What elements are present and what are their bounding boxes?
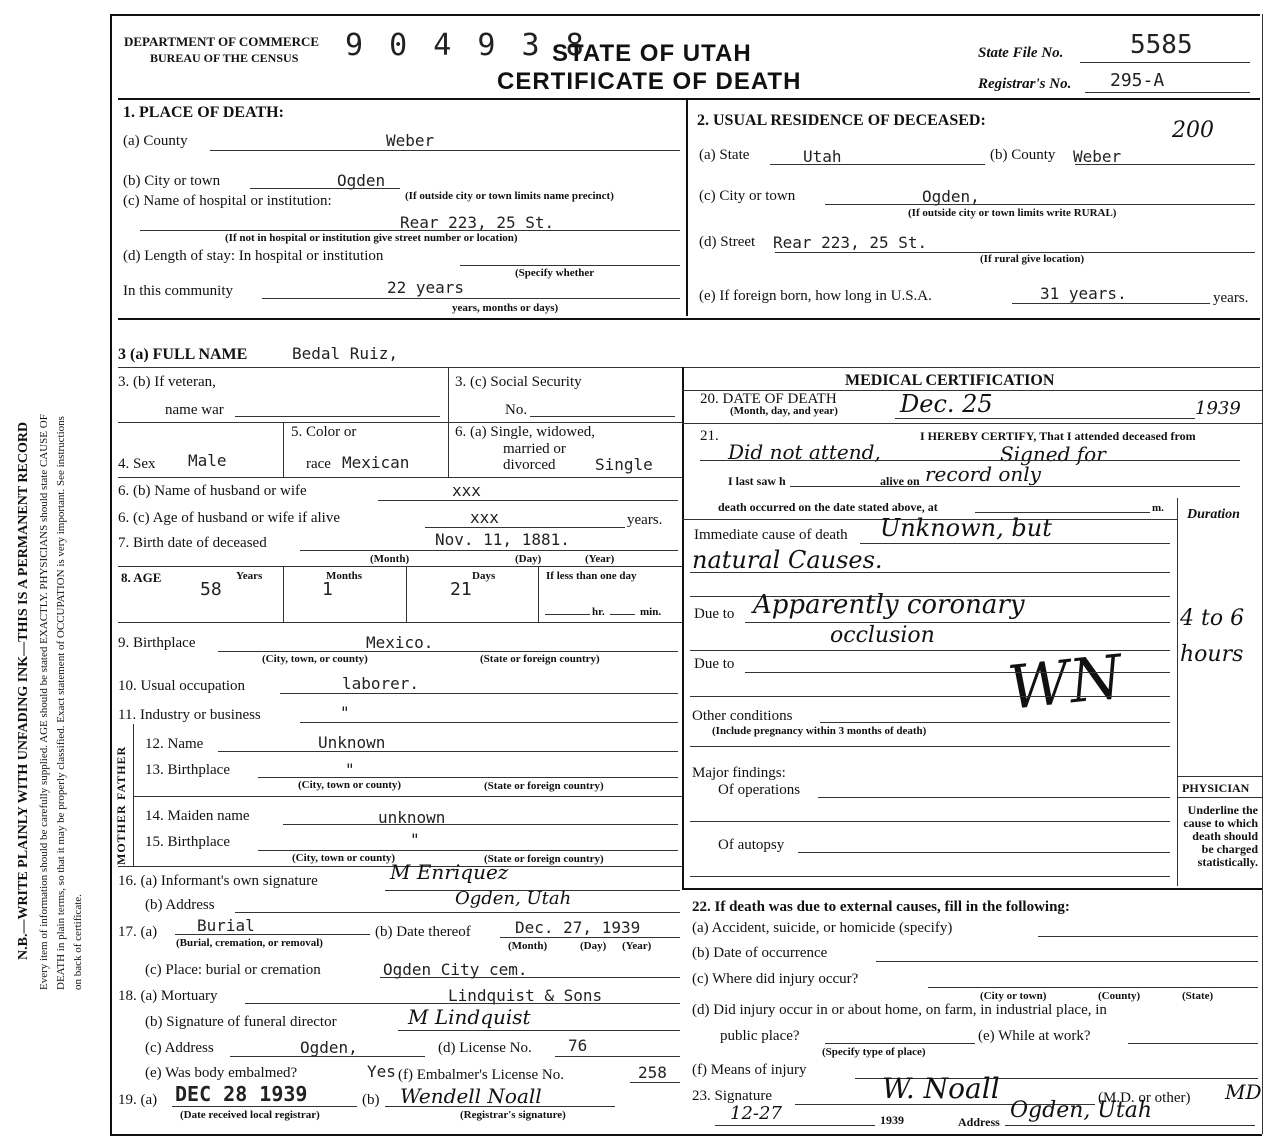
spouse-value: xxx — [452, 481, 481, 500]
race-label: race — [306, 456, 331, 472]
spouse-age-value: xxx — [470, 508, 499, 527]
res-state-value: Utah — [803, 147, 842, 166]
spouse-age-years: years. — [627, 512, 663, 528]
spouse-age-label: 6. (c) Age of husband or wife if alive — [118, 510, 341, 526]
signature-label: 23. Signature — [692, 1088, 772, 1104]
color-label: 5. Color or — [291, 424, 357, 440]
received-label: 19. (a) — [118, 1092, 158, 1108]
external-causes-heading: 22. If death was due to external causes, fill in the following: — [692, 899, 1070, 915]
certificate-title: CERTIFICATE OF DEATH — [497, 68, 802, 95]
form-bottom-border — [110, 1134, 1262, 1136]
mortuary-value: Lindquist & Sons — [448, 986, 603, 1005]
duration-label: Duration — [1187, 507, 1240, 522]
marital-label-1: 6. (a) Single, widowed, — [455, 424, 595, 440]
immediate-cause-label: Immediate cause of death — [694, 527, 848, 543]
veteran-label: 3. (b) If veteran, — [118, 374, 216, 390]
certify-handwritten: Did not attend, — [728, 440, 881, 464]
res-state-label: (a) State — [699, 147, 750, 163]
state-file-label: State File No. — [978, 45, 1064, 61]
underline-note: Underline the cause to which death should be charged statistically. — [1183, 803, 1258, 869]
sex-label: 4. Sex — [118, 456, 156, 472]
social-security-label: 3. (c) Social Security — [455, 374, 582, 390]
community-label: In this community — [123, 283, 233, 299]
father-bp-state-note: (State or foreign country) — [484, 780, 604, 792]
date-of-death-value: Dec. 25 — [900, 390, 993, 418]
age-days-value: 21 — [450, 579, 472, 600]
physician-address-label: Address — [958, 1115, 1000, 1129]
min-label: min. — [640, 606, 662, 618]
specify-note: (Specify whether — [515, 267, 595, 279]
signature-year: 1939 — [880, 1113, 904, 1127]
county-value: Weber — [386, 131, 435, 150]
mortuary-label: 18. (a) Mortuary — [118, 988, 218, 1004]
due-to-1-value: Apparently coronary — [753, 590, 1025, 620]
medical-divider — [682, 367, 684, 889]
side-warning: N.B.—WRITE PLAINLY WITH UNFADING INK—THIS IS A PERMANENT RECORD — [16, 421, 31, 960]
father-birthplace-label: 13. Birthplace — [145, 762, 230, 778]
res-county-label: (b) County — [990, 147, 1056, 163]
age-years-label: Years — [236, 570, 263, 582]
res-street-note: (If rural give location) — [980, 253, 1085, 265]
registrar-number-label: Registrar's No. — [978, 76, 1072, 92]
funeral-director-signature: M Lindquist — [408, 1005, 531, 1029]
foreign-label: (e) If foreign born, how long in U.S.A. — [699, 288, 932, 304]
birth-year-note: (Year) — [585, 553, 615, 565]
informant-address-label: (b) Address — [145, 897, 215, 913]
community-value: 22 years — [387, 278, 465, 297]
father-tag: FATHER — [114, 745, 128, 800]
mother-bp-city-note: (City, town or county) — [292, 852, 396, 864]
res-city-label: (c) City or town — [699, 188, 796, 204]
certify-number: 21. — [700, 428, 719, 444]
md-label: (M.D. or other) — [1098, 1090, 1191, 1106]
industry-label: 11. Industry or business — [118, 707, 261, 723]
burial-value: Burial — [197, 916, 255, 935]
res-city-note: (If outside city or town limits write RURAL) — [908, 207, 1117, 219]
mother-tag: MOTHER — [114, 804, 128, 865]
immediate-cause-value: Unknown, but — [880, 514, 1052, 542]
physician-signature: W. Noall — [882, 1072, 1000, 1105]
certify-text: I HEREBY CERTIFY, That I attended deceased from — [920, 429, 1196, 443]
date-of-death-note: (Month, day, and year) — [730, 405, 838, 417]
birthplace-state-note: (State or foreign country) — [480, 653, 600, 665]
foreign-value: 31 years. — [1040, 284, 1127, 303]
of-autopsy-label: Of autopsy — [718, 837, 785, 853]
city-note: (If outside city or town limits name precinct) — [405, 190, 614, 202]
father-birthplace-value: " — [345, 760, 355, 779]
alive-on-label: alive on — [880, 474, 920, 488]
other-conditions-note: (Include pregnancy within 3 months of death) — [712, 725, 927, 737]
due-to-2-label: Due to — [694, 656, 735, 672]
spouse-label: 6. (b) Name of husband or wife — [118, 483, 307, 499]
record-only: record only — [925, 462, 1041, 486]
form-right-border — [1262, 14, 1263, 1134]
city-value: Ogden — [337, 171, 386, 190]
of-operations-label: Of operations — [718, 782, 801, 798]
age-label: 8. AGE — [121, 570, 162, 585]
age-months-value: 1 — [322, 579, 333, 600]
registrar-signature-label: (b) — [362, 1092, 380, 1108]
age-days-label: Days — [472, 570, 496, 582]
war-label: name war — [165, 402, 224, 418]
marital-label-2: married or — [503, 441, 566, 457]
funeral-director-label: (b) Signature of funeral director — [145, 1014, 337, 1030]
date-thereof-day: (Day) — [580, 940, 607, 952]
physician-label: PHYSICIAN — [1182, 781, 1250, 795]
registrar-signature: Wendell Noall — [400, 1084, 542, 1108]
burial-label: 17. (a) — [118, 924, 158, 940]
father-name-value: Unknown — [318, 733, 386, 752]
external-b-label: (b) Date of occurrence — [692, 945, 828, 961]
md-handwritten: MD — [1225, 1080, 1262, 1104]
side-instructions-1: Every item of information should be carefully supplied. AGE should be stated EXACTLY. PHYSICIANS should state CAUSE OF — [38, 414, 50, 990]
full-name-label: 3 (a) FULL NAME — [118, 346, 248, 363]
section-divider-top — [686, 98, 688, 316]
birth-month-note: (Month) — [370, 553, 410, 565]
external-e-label: (e) While at work? — [978, 1028, 1091, 1044]
informant-signature: M Enriquez — [390, 860, 509, 884]
occurred-m: m. — [1152, 502, 1164, 514]
mother-bp-state-note: (State or foreign country) — [484, 853, 604, 865]
side-instructions-2: DEATH in plain terms, so that it may be properly classified. Exact statement of OCCUPATION is very important. See instructions — [55, 416, 67, 990]
full-name-value: Bedal Ruiz, — [292, 344, 398, 363]
date-thereof-year: (Year) — [622, 940, 652, 952]
embalmer-license-label: (f) Embalmer's License No. — [398, 1067, 564, 1083]
age-months-label: Months — [326, 570, 363, 582]
license-value: 76 — [568, 1036, 588, 1055]
res-street-value: Rear 223, 25 St. — [773, 233, 928, 252]
res-city-value: Ogden, — [922, 187, 980, 206]
void-mark: WN — [1004, 642, 1126, 724]
birth-date-value: Nov. 11, 1881. — [435, 530, 570, 549]
place-of-death-heading: 1. PLACE OF DEATH: — [123, 104, 284, 121]
mark-200: 200 — [1172, 118, 1214, 143]
registrar-number: 295-A — [1110, 70, 1165, 91]
birthplace-label: 9. Birthplace — [118, 635, 196, 651]
mother-birthplace-value: " — [410, 830, 420, 849]
age-years-value: 58 — [200, 579, 222, 600]
external-d-label: (d) Did injury occur in or about home, on farm, in industrial place, in — [692, 1002, 1107, 1018]
industry-value: " — [340, 703, 350, 722]
birthplace-city-note: (City, town, or county) — [262, 653, 368, 665]
ss-no-label: No. — [505, 402, 528, 418]
funeral-address-value: Ogden, — [300, 1038, 358, 1057]
state-file-number: 5585 — [1130, 30, 1193, 60]
residence-heading: 2. USUAL RESIDENCE OF DECEASED: — [697, 112, 986, 129]
hr-label: hr. — [592, 606, 605, 618]
burial-place-value: Ogden City cem. — [383, 960, 528, 979]
date-thereof-value: Dec. 27, 1939 — [515, 918, 641, 937]
ymd-note: years, months or days) — [452, 302, 559, 314]
serial-number: 9 0 4 9 3 8 — [345, 28, 588, 63]
dept-label: DEPARTMENT OF COMMERCE — [124, 34, 320, 49]
form-left-border — [110, 14, 112, 1134]
certify-handwritten-2: Signed for — [1000, 442, 1106, 466]
bureau-label: BUREAU OF THE CENSUS — [150, 51, 299, 65]
other-conditions-label: Other conditions — [692, 708, 793, 724]
form-top-border — [110, 14, 1260, 16]
due-to-1-label: Due to — [694, 606, 735, 622]
marital-value: Single — [595, 455, 653, 474]
birthplace-value: Mexico. — [366, 633, 434, 652]
embalmed-label: (e) Was body embalmed? — [145, 1065, 298, 1081]
major-findings-label: Major findings: — [692, 765, 786, 781]
date-of-death-year: 1939 — [1195, 398, 1241, 419]
race-value: Mexican — [342, 453, 410, 472]
signature-date: 12-27 — [730, 1103, 782, 1124]
length-of-stay-label: (d) Length of stay: In hospital or institution — [123, 248, 384, 264]
res-county-value: Weber — [1073, 147, 1122, 166]
date-of-death-label: 20. DATE OF DEATH — [700, 391, 837, 407]
external-d-public: public place? — [720, 1028, 800, 1044]
side-instructions-3: on back of certificate. — [72, 894, 84, 990]
external-c-city: (City or town) — [980, 990, 1047, 1002]
registrar-note: (Registrar's signature) — [460, 1109, 566, 1121]
external-c-label: (c) Where did injury occur? — [692, 971, 859, 987]
immediate-cause-value-2: natural Causes. — [692, 546, 883, 574]
embalmer-license-value: 258 — [638, 1063, 667, 1082]
occupation-value: laborer. — [342, 674, 420, 693]
father-name-label: 12. Name — [145, 736, 204, 752]
burial-place-label: (c) Place: burial or cremation — [145, 962, 321, 978]
res-street-label: (d) Street — [699, 234, 756, 250]
received-note: (Date received local registrar) — [180, 1109, 320, 1121]
external-f-label: (f) Means of injury — [692, 1062, 807, 1078]
maiden-name-value: unknown — [378, 808, 446, 827]
hospital-label: (c) Name of hospital or institution: — [123, 193, 332, 209]
date-thereof-label: (b) Date thereof — [375, 924, 471, 940]
informant-address: Ogden, Utah — [455, 888, 572, 909]
birth-day-note: (Day) — [515, 553, 542, 565]
external-a-label: (a) Accident, suicide, or homicide (specify) — [692, 920, 953, 936]
duration-value: 4 to 6 — [1180, 606, 1245, 631]
external-c-state: (State) — [1182, 990, 1214, 1002]
medical-heading: MEDICAL CERTIFICATION — [845, 372, 1055, 389]
birth-date-label: 7. Birth date of deceased — [118, 535, 267, 551]
less-than-day-label: If less than one day — [546, 570, 637, 582]
foreign-years: years. — [1213, 290, 1249, 306]
mother-birthplace-label: 15. Birthplace — [145, 834, 230, 850]
hospital-value: Rear 223, 25 St. — [400, 213, 555, 232]
license-label: (d) License No. — [438, 1040, 532, 1056]
duration-value-2: hours — [1180, 642, 1244, 667]
funeral-address-label: (c) Address — [145, 1040, 214, 1056]
father-bp-city-note: (City, town or county) — [298, 779, 402, 791]
due-to-1-value-2: occlusion — [830, 623, 935, 648]
city-label: (b) City or town — [123, 173, 221, 189]
received-date-stamp: DEC 28 1939 — [175, 1082, 308, 1106]
burial-note: (Burial, cremation, or removal) — [176, 937, 323, 949]
occurred-label: death occurred on the date stated above, at — [718, 500, 938, 514]
state-title: STATE OF UTAH — [552, 40, 752, 67]
hospital-note: (If not in hospital or institution give street number or location) — [225, 232, 518, 244]
county-label: (a) County — [123, 133, 188, 149]
external-c-county: (County) — [1098, 990, 1141, 1002]
date-thereof-month: (Month) — [508, 940, 548, 952]
embalmed-value: Yes — [367, 1062, 396, 1081]
sex-value: Male — [188, 451, 227, 470]
maiden-name-label: 14. Maiden name — [145, 808, 250, 824]
informant-label: 16. (a) Informant's own signature — [118, 873, 318, 889]
external-d-note: (Specify type of place) — [822, 1046, 926, 1058]
last-saw-label: I last saw h — [728, 474, 786, 488]
physician-address: Ogden, Utah — [1010, 1098, 1153, 1123]
marital-label-3: divorced — [503, 457, 556, 473]
occupation-label: 10. Usual occupation — [118, 678, 246, 694]
